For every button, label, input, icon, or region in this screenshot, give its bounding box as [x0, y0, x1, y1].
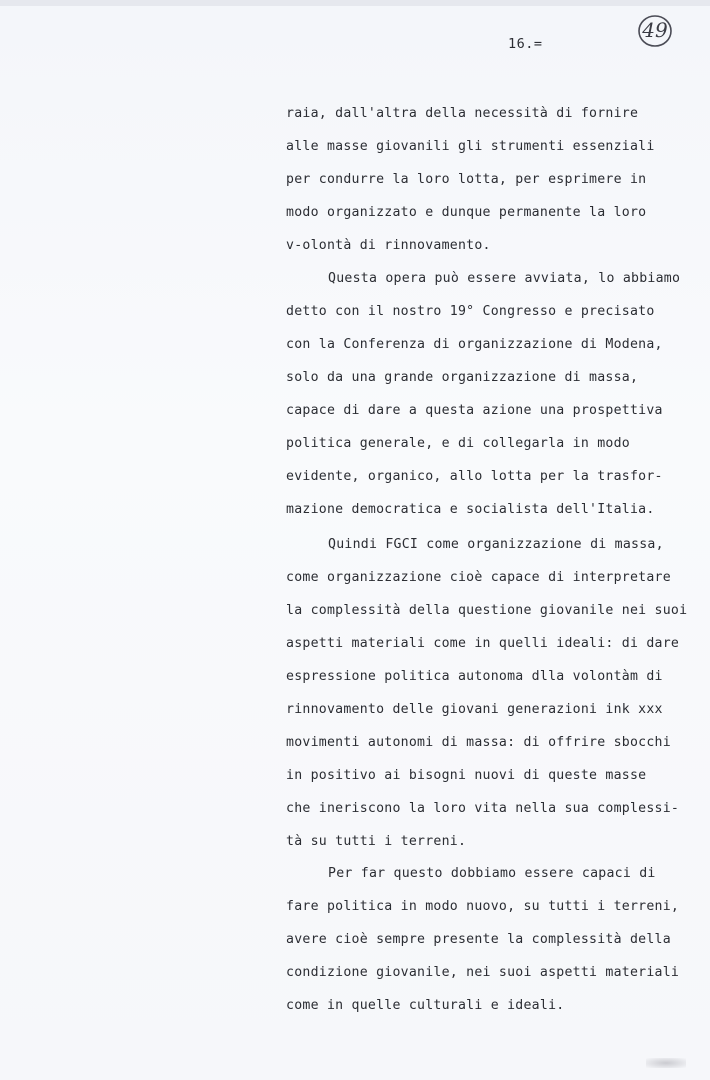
text-line: espressione politica autonoma dlla volontàm di	[286, 669, 663, 684]
text-line: alle masse giovanili gli strumenti essenziali	[286, 139, 655, 154]
ink-smudge	[646, 1058, 686, 1068]
text-line: come in quelle culturali e ideali.	[286, 998, 565, 1013]
text-line: capace di dare a questa azione una prospettiva	[286, 403, 663, 418]
text-line: condizione giovanile, nei suoi aspetti materiali	[286, 965, 680, 980]
text-line: movimenti autonomi di massa: di offrire sbocchi	[286, 735, 671, 750]
text-line: detto con il nostro 19° Congresso e precisato	[286, 304, 655, 319]
text-line: per condurre la loro lotta, per esprimere in	[286, 172, 647, 187]
folio-number: 49	[642, 18, 668, 42]
text-line: politica generale, e di collegarla in modo	[286, 436, 630, 451]
text-line: v-olontà di rinnovamento.	[286, 238, 491, 253]
text-line: come organizzazione cioè capace di interpretare	[286, 570, 671, 585]
text-line: fare politica in modo nuovo, su tutti i terreni,	[286, 899, 680, 914]
text-line: la complessità della questione giovanile nei suoi	[286, 603, 688, 618]
text-line: evidente, organico, allo lotta per la trasfor-	[286, 469, 663, 484]
text-line: rinnovamento delle giovani generazioni ink xxx	[286, 702, 663, 717]
text-line: Questa opera può essere avviata, lo abbiamo	[328, 271, 681, 286]
text-line: avere cioè sempre presente la complessità della	[286, 932, 671, 947]
page-number: 16.=	[508, 36, 543, 52]
text-line: in positivo ai bisogni nuovi di queste masse	[286, 768, 647, 783]
text-line: modo organizzato e dunque permanente la loro	[286, 205, 647, 220]
text-line: raia, dall'altra della necessità di fornire	[286, 106, 639, 121]
text-line: mazione democratica e socialista dell'Italia.	[286, 502, 655, 517]
text-line: aspetti materiali come in quelli ideali: di dare	[286, 636, 680, 651]
text-line: tà su tutti i terreni.	[286, 834, 467, 849]
text-line: che ineriscono la loro vita nella sua complessi-	[286, 801, 680, 816]
text-line: Per far questo dobbiamo essere capaci di	[328, 866, 656, 881]
text-line: Quindi FGCI come organizzazione di massa,	[328, 537, 664, 552]
text-line: con la Conferenza di organizzazione di Modena,	[286, 337, 663, 352]
text-line: solo da una grande organizzazione di massa,	[286, 370, 639, 385]
